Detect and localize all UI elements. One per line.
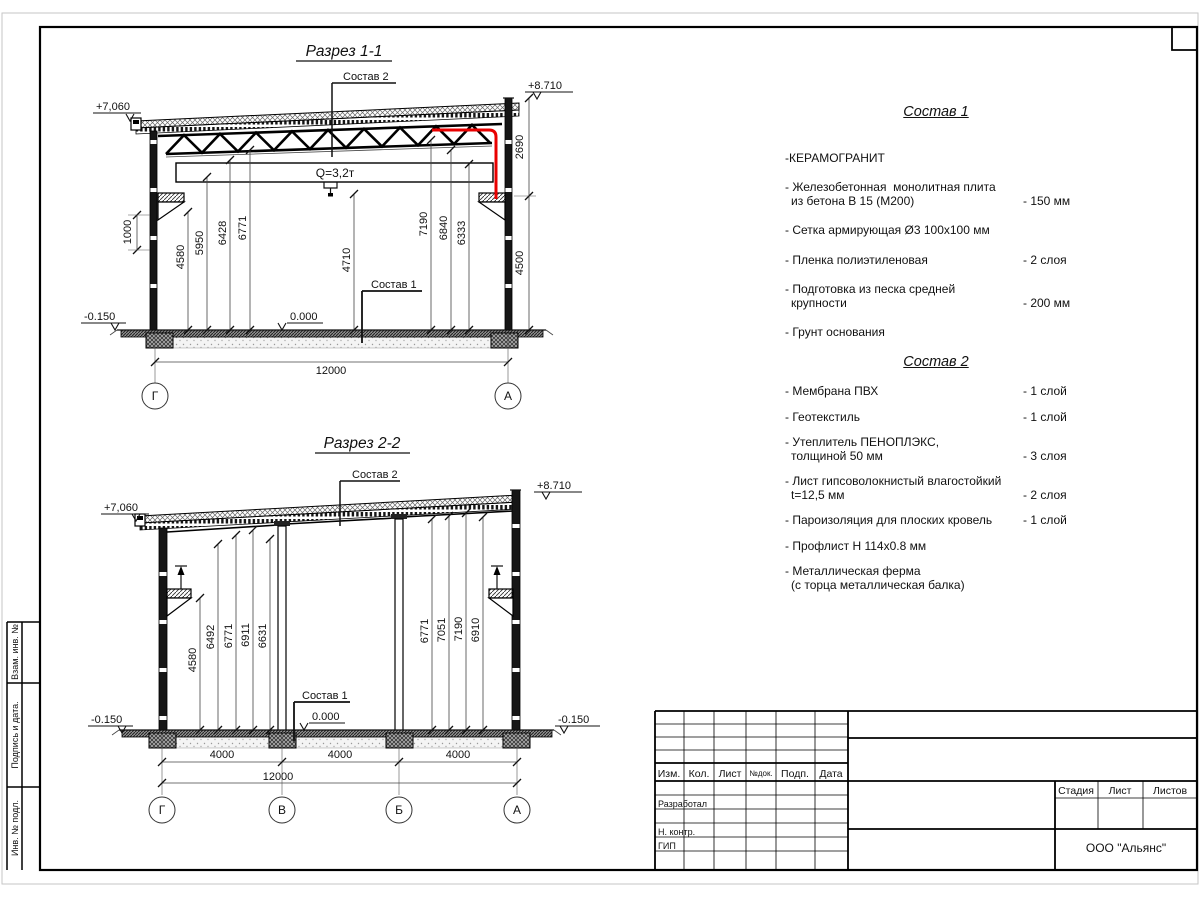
material-name: - Пленка полиэтиленовая <box>785 252 928 267</box>
dim-value: 2690 <box>514 134 526 160</box>
dim-value: 6771 <box>237 215 249 241</box>
tb-col-ndok: №док. <box>749 769 773 778</box>
level-mark: -0.150 <box>84 311 116 323</box>
material-qty: - 2 слоя <box>1023 487 1067 502</box>
material-item <box>785 540 1087 554</box>
level-mark: -0.150 <box>91 714 123 726</box>
dim-value: 4500 <box>514 250 526 276</box>
tb-sheets-label: Листов <box>1152 785 1188 797</box>
grid-axis-label: А <box>503 389 513 403</box>
level-mark: 0.000 <box>312 711 340 723</box>
grid-axis-label: В <box>277 803 287 817</box>
sidebar-table <box>7 622 40 870</box>
section1-left-dimension <box>122 211 150 254</box>
left-wall <box>159 528 167 732</box>
tb-col-list: Лист <box>718 768 742 780</box>
material-qty: - 1 слой <box>1023 513 1067 527</box>
left-corbel <box>167 566 191 616</box>
left-corbel <box>158 193 184 220</box>
dim-value: 4000 <box>327 749 353 761</box>
dim-value: 6333 <box>456 220 468 246</box>
callout-sostav1: Состав 1 <box>371 279 417 291</box>
material-name: - Подготовка из песка средней <box>785 282 956 296</box>
dim-value: 5950 <box>194 230 206 256</box>
material-name: - Утеплитель ПЕНОПЛЭКС, <box>785 435 940 449</box>
dim-value: 7190 <box>418 211 430 237</box>
level-mark: -0.150 <box>558 714 590 726</box>
level-mark: +8.710 <box>537 480 571 492</box>
material-name: - Геотекстиль <box>785 409 860 424</box>
roof-slab <box>135 495 519 532</box>
level-mark: +7,060 <box>104 502 138 514</box>
dim-value: 6428 <box>217 220 229 246</box>
tb-col-izm: Изм. <box>657 768 681 780</box>
sidebar-cell-inv: Инв. № подл. <box>10 799 20 857</box>
tb-col-kol: Кол. <box>688 768 710 780</box>
tb-row-ncontrol: Н. контр. <box>658 827 696 837</box>
dim-value: 6910 <box>470 617 482 643</box>
callout-sostav2: Состав 2 <box>352 469 398 481</box>
material-name: - Лист гипсоволокнистый влагостойкий <box>785 474 1002 488</box>
title-block <box>655 711 1197 870</box>
tb-company-name: ООО "Альянс" <box>1085 841 1167 855</box>
tb-stage-label: Стадия <box>1058 785 1094 797</box>
sostav2-list <box>785 385 1087 592</box>
material-item: - Утеплитель ПЕНОПЛЭКС, толщиной 50 мм - 3 слоя <box>785 436 1087 463</box>
section1-title: Разрез 1-1 <box>305 43 383 60</box>
material-name: -КЕРАМОГРАНИТ <box>785 150 885 165</box>
tb-row-gip: ГИП <box>658 841 676 851</box>
tb-col-data: Дата <box>819 768 843 780</box>
dim-value: 6911 <box>240 623 252 647</box>
dim-value: 6631 <box>257 623 269 649</box>
material-item <box>785 411 1087 425</box>
dim-value: 1000 <box>122 219 134 245</box>
dim-value: 7190 <box>453 616 465 642</box>
material-qty: - 200 мм <box>1023 295 1071 310</box>
material-qty: - 1 слой <box>1023 409 1067 424</box>
material-item <box>785 152 1087 166</box>
material-item <box>785 254 1087 268</box>
section-2-2 <box>88 435 600 823</box>
material-item <box>785 514 1087 528</box>
dim-value: 7051 <box>436 617 448 643</box>
tb-row-developed: Разработал <box>658 799 707 809</box>
material-item: - Подготовка из песка средней крупности - 200 мм <box>785 283 1087 310</box>
crane-capacity-label: Q=3,2т <box>315 166 355 180</box>
material-qty: - 1 слой <box>1023 384 1067 398</box>
tb-col-podp: Подп. <box>781 768 809 780</box>
section-1-1 <box>81 43 573 409</box>
right-corbel <box>489 566 513 616</box>
sidebar-cell-vzam: Взам. инв. № <box>10 624 20 680</box>
tb-sheet-label: Лист <box>1108 785 1132 797</box>
material-item: - Железобетонная монолитная плита из бетона В 15 (М200) - 150 мм <box>785 181 1087 208</box>
crane-beam <box>176 163 493 197</box>
sostav2-title: Состав 2 <box>903 353 969 370</box>
callout-sostav1: Состав 1 <box>302 690 348 702</box>
dim-value: 4580 <box>175 244 187 270</box>
material-name: - Железобетонная монолитная плита <box>785 180 996 194</box>
section2-title: Разрез 2-2 <box>323 435 401 452</box>
material-qty: - 3 слоя <box>1023 448 1067 463</box>
grid-axis-label: Г <box>158 803 166 817</box>
material-name: - Мембрана ПВХ <box>785 384 879 398</box>
material-qty: - 2 слоя <box>1023 252 1067 267</box>
grid-axis-label: Б <box>395 803 403 817</box>
material-item <box>785 326 1087 340</box>
level-mark: +7,060 <box>96 101 130 113</box>
top-right-stamp-box <box>1172 27 1197 50</box>
dim-value: 4000 <box>445 749 471 761</box>
interior-column-b <box>391 514 407 732</box>
material-name: - Профлист Н 114х0.8 мм <box>785 538 927 553</box>
interior-column-v <box>274 521 290 732</box>
material-item: - Металлическая ферма (с торца металлическая балка) <box>785 565 1087 592</box>
right-corbel <box>479 193 505 220</box>
left-wall <box>150 131 157 332</box>
material-name: - Пароизоляция для плоских кровель <box>785 513 993 527</box>
level-mark: +8.710 <box>528 80 562 92</box>
material-item: - Лист гипсоволокнистый влагостойкий t=12,5 мм - 2 слоя <box>785 475 1087 502</box>
dim-value: 4710 <box>341 247 353 273</box>
material-lists <box>785 106 1087 604</box>
material-item <box>785 224 1087 238</box>
dim-value: 6492 <box>205 624 217 650</box>
grid-axis-label: Г <box>151 389 159 403</box>
floor <box>110 330 553 348</box>
dim-value: 4580 <box>187 647 199 673</box>
crane-hook-icon <box>324 182 337 188</box>
material-qty: - 150 мм <box>1023 193 1071 208</box>
material-name: - Грунт основания <box>785 325 885 339</box>
material-item <box>785 385 1087 399</box>
right-parapet-wall <box>505 98 512 332</box>
grid-axis-label: А <box>512 803 522 817</box>
dim-value: 6771 <box>419 618 431 644</box>
dim-value: 4000 <box>209 749 235 761</box>
level-mark: 0.000 <box>290 311 318 323</box>
sidebar-cell-podpis: Подпись и дата. <box>10 701 20 769</box>
dim-value: 6771 <box>223 623 235 649</box>
callout-sostav2: Состав 2 <box>343 71 389 83</box>
material-name: - Металлическая ферма <box>785 564 921 578</box>
section1-right-dimension <box>514 94 536 334</box>
dim-value: 6840 <box>438 215 450 241</box>
sostav1-title: Состав 1 <box>903 104 969 120</box>
sostav1-list <box>785 152 1087 340</box>
floor <box>112 730 561 748</box>
material-name: - Сетка армирующая Ø3 100х100 мм <box>785 223 990 237</box>
dim-total: 12000 <box>262 771 294 783</box>
dim-total: 12000 <box>315 365 347 377</box>
